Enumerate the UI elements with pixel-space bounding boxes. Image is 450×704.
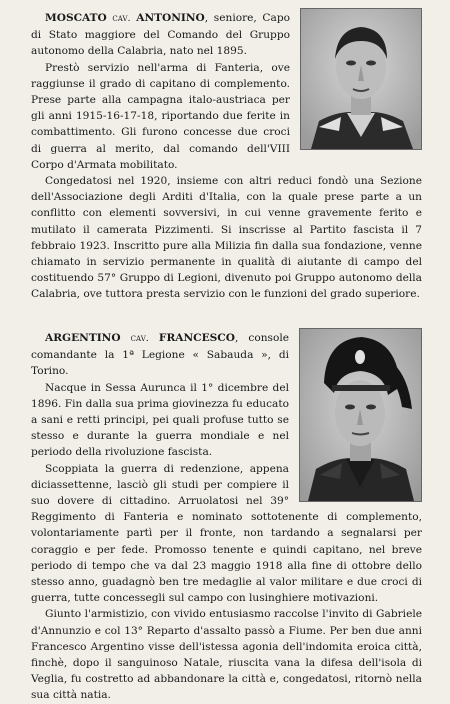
biography-argentino <box>31 330 422 704</box>
portrait-moscato <box>300 8 422 150</box>
portrait-moscato-image <box>301 9 421 149</box>
paragraph: Nacque in Sessa Aurunca il 1° dicembre del 1896. Fin dalla sua prima giovinezza fu educato a sani e retti principi, pei quali profuse tutto se stesso e durante la guerra mondiale e nel periodo della rivoluzione fascista. <box>31 381 289 459</box>
portrait-argentino-image <box>300 329 421 501</box>
intro-text: , console comandante la 1ª Legione « Sabauda », di Torino. <box>31 332 290 378</box>
biography-moscato <box>31 10 422 303</box>
paragraph: Prestò servizio nell'arma di Fanteria, ove raggiunse il grado di capitano di complemento. Prese parte alla campagna italo-austriaca per gli anni 1915-16-17-18, riportando due ferite in combattimento. Gli furono concesse due croci di guerra al merito, dal comando dell'VIII Corpo d'Armata mobilitato. <box>31 61 290 171</box>
given-name: FRANCESCO <box>158 332 235 344</box>
title-rank: cav. <box>112 13 131 24</box>
paragraph: Giunto l'armistizio, con vivido entusiasmo raccolse l'invito di Gabriele d'Annunzio e col 13° Reparto d'assalto passò a Fiume. Per ben due anni Francesco Argentino visse dell'istessa agonia dell'indomita eroica città, finchè, dopo il sanguinoso Natale, riuscita vana la difesa dell'isola di Veglia, fu costretto ad abbandonare la città e, congedatosi, ritornò nella sua città natia. <box>31 608 422 702</box>
surname: MOSCATO <box>45 12 107 24</box>
paragraph: Scoppiata la guerra di redenzione, appena diciassettenne, lasciò gli studi per compiere il suo dovere di cittadino. Arruolatosi nel 39° Reggimento di Fanteria e nominato sottotenente di complemento, volontariamente partì per il fronte, non tardando a segnalarsi per coraggio e per fede. Promosso tenente e quindi capitano, nel breve periodo di tempo che va dal 23 maggio 1918 alla fine di ottobre dello stesso anno, guadagnò ben tre medaglie al valor militare e due croci di guerra, tutte concessegli sul campo con lusinghiere motivazioni. <box>31 462 422 605</box>
paragraph: Congedatosi nel 1920, insieme con altri reduci fondò una Sezione dell'Associazione degli Arditi d'Italia, con la quale prese parte a un conflitto con elementi sovversivi, in cui venne gravemente ferito e mutilato il camerata Pizzimenti. Si inscrisse al Partito fascista il 7 febbraio 1923. Inscritto pure alla Milizia fin dalla sua fondazione, venne chiamato in servizio permanente in qualità di aiutante di campo del costituendo 57° Gruppo di Legioni, divenuto poi Gruppo autonomo della Calabria, ove tuttora presta servizio con le funzioni del grado superiore. <box>31 175 422 301</box>
intro-text: , seniore, Capo di Stato maggiore del Comando del Gruppo autonomo della Calabria, nato nel 1895. <box>31 12 290 58</box>
given-name: ANTONINO <box>136 12 205 24</box>
portrait-argentino <box>299 328 422 502</box>
surname: ARGENTINO <box>45 332 121 344</box>
title-rank: cav. <box>130 333 149 344</box>
